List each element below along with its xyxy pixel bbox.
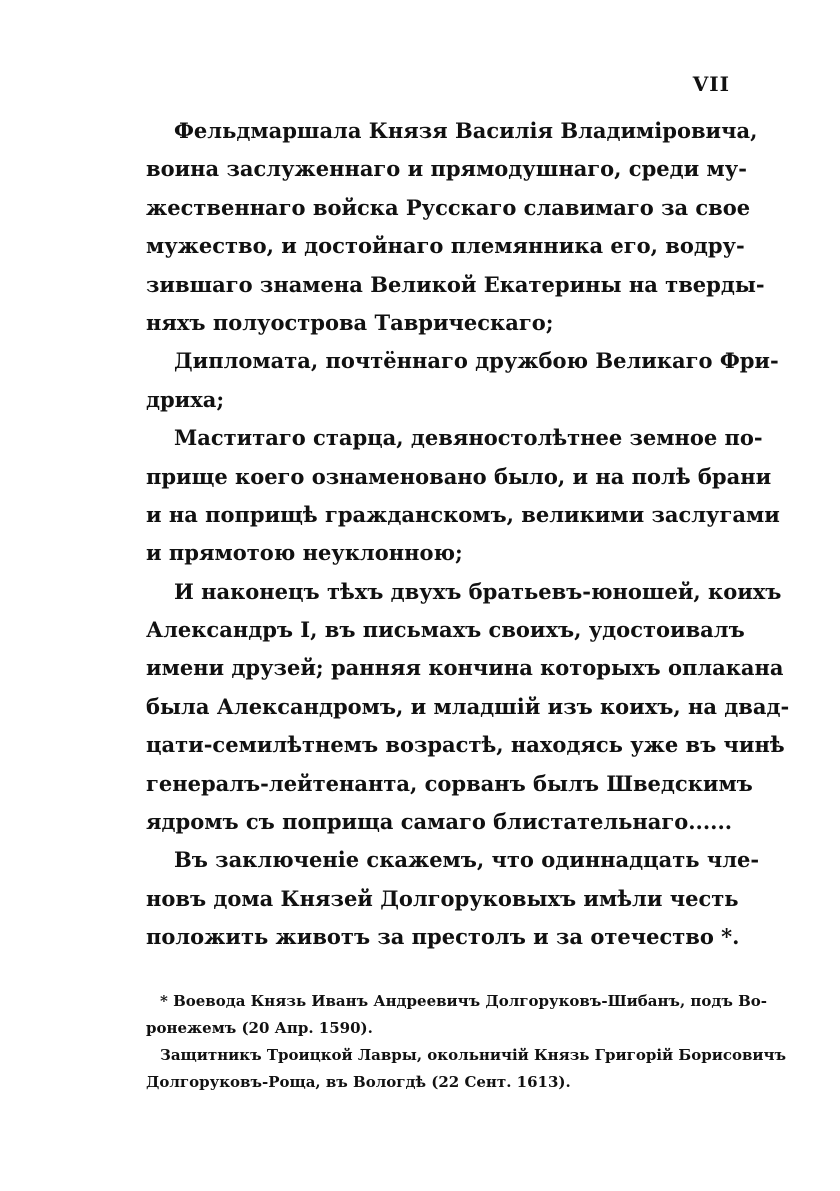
text-line: имени друзей; ранняя кончина которыхъ оплакана	[146, 655, 784, 681]
text-line: мужество, и достойнаго племянника его, водру-	[146, 233, 745, 259]
text-line: Дипломата, почтённаго дружбою Великаго Фри-	[174, 348, 779, 374]
text-line: была Александромъ, и младшій изъ коихъ, на двад-	[146, 693, 790, 719]
text-line: генералъ-лейтенанта, сорванъ былъ Шведскимъ	[146, 770, 753, 796]
text-line: ядромъ съ поприща самаго блистательнаго......	[146, 809, 733, 835]
text-line: И наконецъ тѣхъ двухъ братьевъ-юношей, коихъ	[174, 578, 782, 604]
text-line: воина заслуженнаго и прямодушнаго, среди му-	[146, 156, 747, 182]
footnote-line: Долгоруковъ-Роща, въ Вологдѣ (22 Сент. 1613).	[146, 1073, 571, 1091]
footnote-line: * Воевода Князь Иванъ Андреевичъ Долгоруковъ-Шибанъ, подъ Во-	[160, 992, 768, 1010]
text-line: цати-семилѣтнемъ возрастѣ, находясь уже въ чинѣ	[146, 732, 785, 758]
text-line: зившаго знамена Великой Екатерины на тверды-	[146, 271, 765, 297]
text-line: и на поприщѣ гражданскомъ, великими заслугами	[146, 501, 780, 527]
text-line: дриха;	[146, 386, 225, 412]
text-line: новъ дома Князей Долгоруковыхъ имѣли честь	[146, 885, 739, 911]
page-number: VII	[692, 72, 730, 96]
text-line: Александръ I, въ письмахъ своихъ, удостоивалъ	[146, 617, 745, 643]
main-text	[146, 112, 790, 957]
text-line: жественнаго войска Русскаго славимаго за свое	[146, 194, 751, 220]
text-line: прище коего ознаменовано было, и на полѣ брани	[146, 463, 772, 489]
text-line: Фельдмаршала Князя Василія Владиміровича,	[174, 118, 758, 143]
footnote-line: ронежемъ (20 Апр. 1590).	[146, 1019, 373, 1037]
footnote-line: Защитникъ Троицкой Лавры, окольничій Князь Григорій Борисовичъ	[160, 1046, 786, 1064]
text-line: Маститаго старца, девяностолѣтнее земное по-	[174, 425, 763, 451]
footnotes	[146, 988, 786, 1096]
text-line: няхъ полуострова Таврическаго;	[146, 309, 554, 335]
text-line: Въ заключеніе скажемъ, что одиннадцать чле-	[174, 847, 760, 873]
text-line: и прямотою неуклонною;	[146, 540, 463, 566]
text-line: положить животъ за престолъ и за отечество *.	[146, 924, 740, 950]
